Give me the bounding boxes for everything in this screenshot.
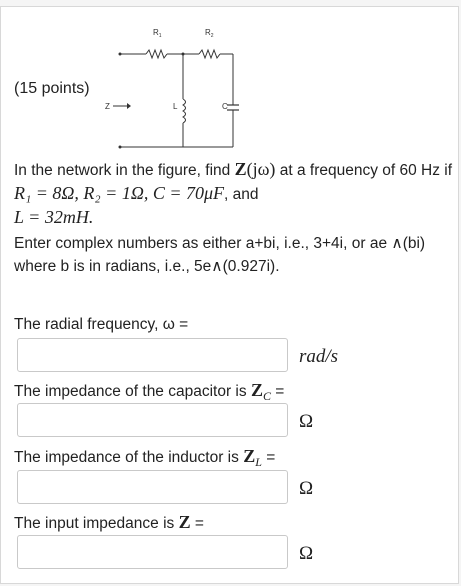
statement-z-arg: (jω)	[246, 159, 276, 179]
capacitor-impedance-label: The impedance of the capacitor is $Z_C$ =	[14, 380, 285, 404]
z-label: Z	[105, 102, 110, 111]
statement-values: R₁ = 8Ω, R₂ = 1Ω, C = 70μF	[14, 183, 225, 203]
resistor-r1-icon	[146, 50, 167, 58]
r1-label: $R_1$	[153, 28, 162, 39]
input-impedance-input[interactable]	[17, 535, 288, 569]
instructions-text: Enter complex numbers as either a+bi, i.e., 3+4i, or ae ∧(bi) where b is in radians, i.e., 5e∧(0.927i).	[14, 235, 426, 275]
statement-z-symbol: Z	[234, 159, 247, 179]
inductor-impedance-label: The impedance of the inductor is $Z_L$ =	[14, 446, 276, 470]
resistor-r2-icon	[199, 50, 220, 58]
inductor-l-icon	[183, 99, 186, 123]
c-label: C	[222, 102, 228, 111]
r2-label: $R_2$	[205, 28, 214, 39]
statement-part2: at a frequency of 60 Hz if	[275, 162, 453, 179]
question-card	[0, 6, 459, 584]
input-impedance-unit: Ω	[299, 543, 314, 564]
inductor-impedance-unit: Ω	[299, 478, 314, 499]
points-label: (15 points)	[14, 80, 90, 97]
radial-frequency-unit: rad/s	[299, 346, 339, 367]
impedance-arrow-icon	[113, 103, 131, 109]
statement-part1: In the network in the figure, find	[14, 162, 235, 179]
capacitor-impedance-unit: Ω	[299, 411, 314, 432]
radial-frequency-input[interactable]	[17, 338, 288, 372]
problem-statement	[14, 158, 454, 278]
statement-part3: , and	[224, 186, 259, 203]
l-label: L	[173, 102, 178, 111]
radial-frequency-label: The radial frequency, ω =	[14, 316, 189, 333]
capacitor-c-icon	[227, 105, 239, 110]
capacitor-impedance-input[interactable]	[17, 403, 288, 437]
circuit-diagram	[101, 21, 251, 156]
input-impedance-label: The input impedance is Z =	[14, 512, 204, 532]
statement-l-value: L = 32mH.	[14, 207, 94, 227]
inductor-impedance-input[interactable]	[17, 470, 288, 504]
